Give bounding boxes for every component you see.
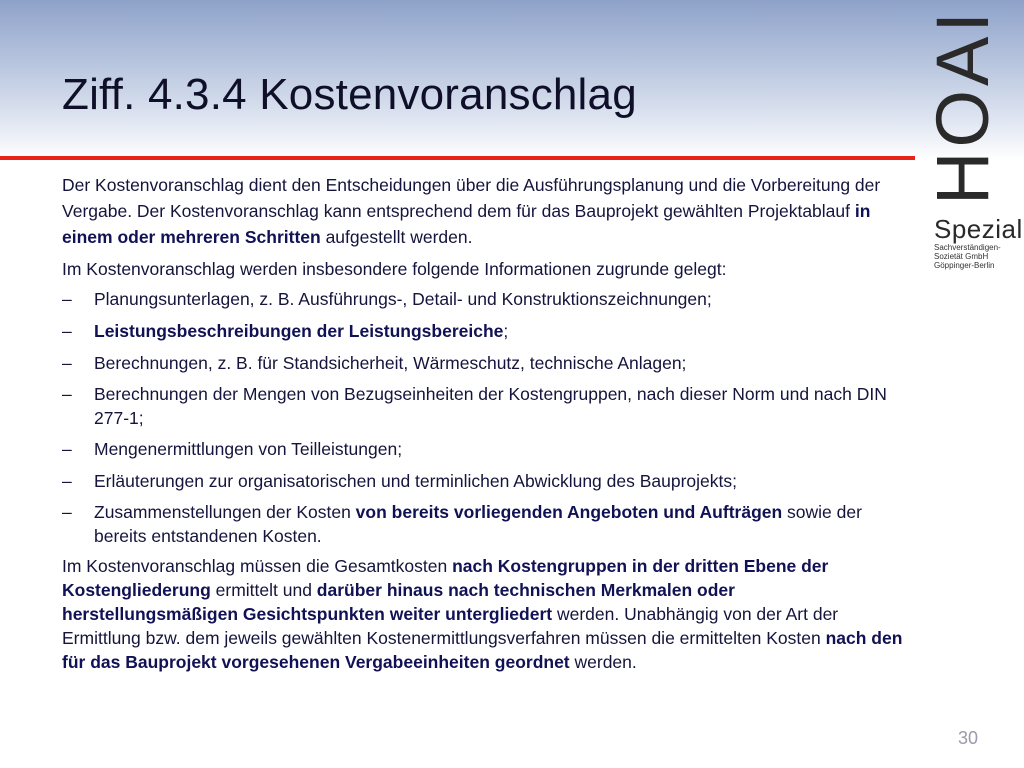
hoai-logo-text: HOAI (921, 8, 1004, 205)
dash-bullet: – (62, 289, 72, 309)
dash-bullet: – (62, 471, 72, 491)
information-list (62, 286, 912, 548)
dash-bullet: – (62, 439, 72, 459)
list-item: – Leistungsbeschreibungen der Leistungsbereiche; (62, 318, 912, 344)
brand-spezial: Spezial (934, 214, 1023, 244)
brand-line: Göppinger-Berlin (934, 261, 995, 270)
brand-line: Sozietät GmbH (934, 252, 989, 261)
title-underline-rule (0, 156, 915, 160)
page-number: 30 (957, 728, 978, 748)
dash-bullet: – (62, 353, 72, 373)
dash-bullet: – (62, 384, 72, 404)
brand-line: Sachverständigen- (934, 243, 1001, 252)
slide-title: Ziff. 4.3.4 Kostenvoranschlag (62, 70, 637, 119)
list-item: – Berechnungen der Mengen von Bezugseinheiten der Kostengruppen, nach dieser Norm und nach DIN 277-1; (62, 384, 887, 428)
outro-paragraph: Im Kostenvoranschlag müssen die Gesamtkosten nach Kostengruppen in der dritten Ebene der Kostengliederung ermittelt und darüber hinaus nach technischen Merkmalen oder herstellungsmäßigen Gesichtspunkten weiter untergliedert werden. Unabhängig von der Art der Ermittlung bzw. dem jeweils gewählten Kostenermittlungsverfahren müssen die ermittelten Kosten nach den für das Bauprojekt vorgesehenen Vergabeeinheiten geordnet werden. (62, 556, 903, 672)
dash-bullet: – (62, 502, 72, 522)
list-item: – Berechnungen, z. B. für Standsicherheit, Wärmeschutz, technische Anlagen; (62, 350, 912, 376)
slide-body (62, 172, 912, 680)
dash-bullet: – (62, 321, 72, 341)
intro-paragraph: Der Kostenvoranschlag dient den Entscheidungen über die Ausführungsplanung und die Vorbereitung der Vergabe. Der Kostenvoranschlag kann entsprechend dem für das Bauprojekt gewählten Projektablauf in einem oder mehreren Schritten aufgestellt werden. (62, 175, 881, 247)
list-item: – Planungsunterlagen, z. B. Ausführungs-, Detail- und Konstruktionszeichnungen; (62, 286, 912, 312)
brand-company (934, 243, 1001, 270)
list-item: – Erläuterungen zur organisatorischen und terminlichen Abwicklung des Bauprojekts; (62, 468, 912, 494)
intro-list-lead: Im Kostenvoranschlag werden insbesondere folgende Informationen zugrunde gelegt: (62, 259, 727, 279)
list-item: – Mengenermittlungen von Teilleistungen; (62, 436, 912, 462)
list-item: – Zusammenstellungen der Kosten von bereits vorliegenden Angeboten und Aufträgen sowie der bereits entstandenen Kosten. (62, 502, 862, 546)
